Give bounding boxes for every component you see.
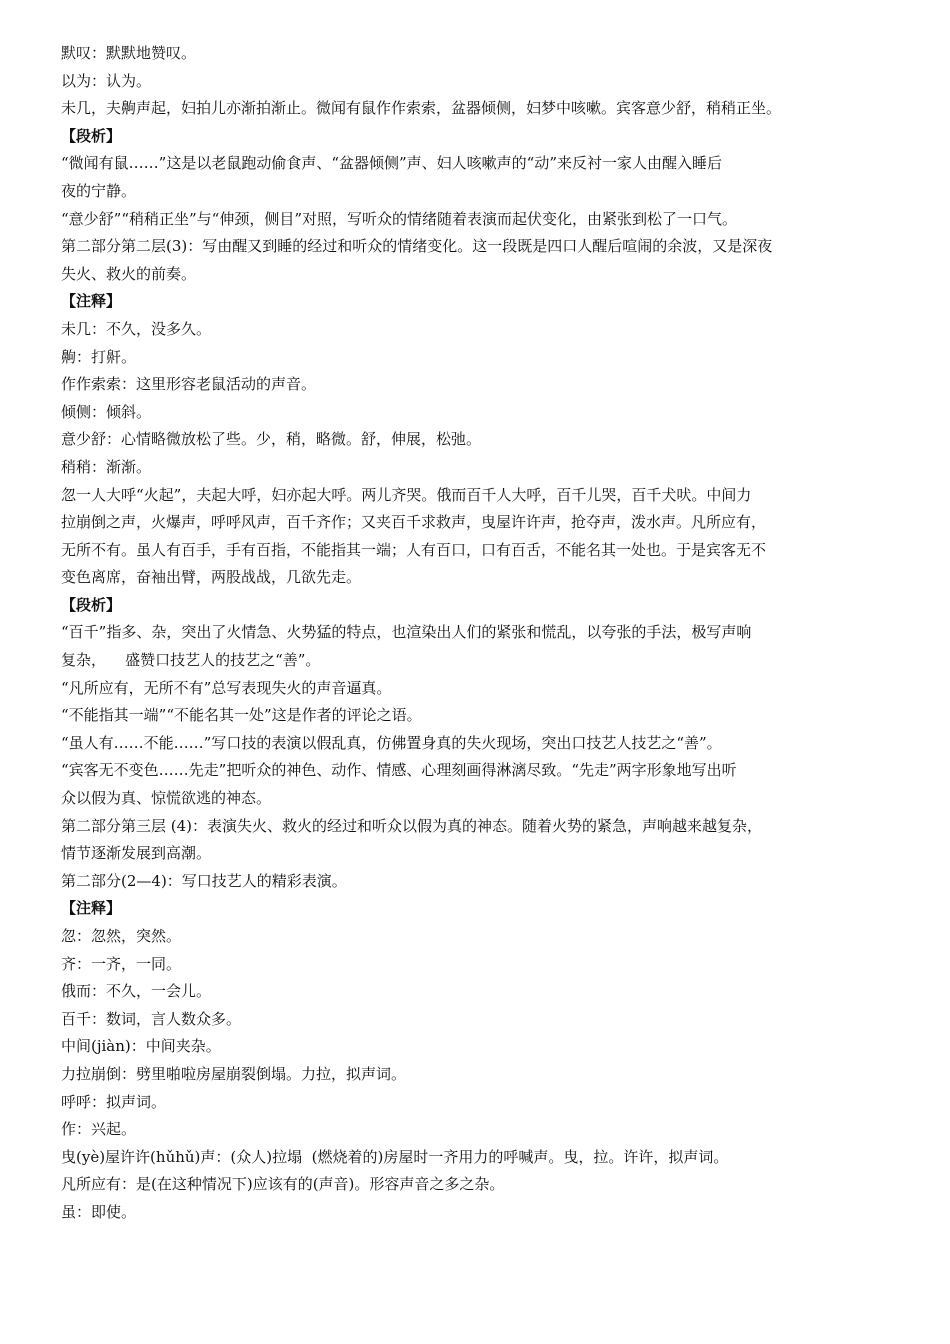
analysis-line: 第二部分第三层 (4)：表演失火、救火的经过和听众以假为真的神态。随着火势的紧急，声响越来越复杂， <box>61 816 763 835</box>
source-text-line: 变色离席，奋袖出臂，两股战战，几欲先走。 <box>61 568 362 587</box>
annotation-line: 默叹：默默地赞叹。 <box>61 44 197 62</box>
annotation-line: 百千：数词，言人数众多。 <box>61 1009 242 1028</box>
annotation-line: 忽：忽然，突然。 <box>61 927 182 945</box>
document-body <box>61 40 881 1227</box>
annotation-line: 作：兴起。 <box>61 1120 137 1139</box>
analysis-line: “宾客无不变色……先走”把听众的神色、动作、情感、心理刻画得淋漓尽致。“先走”两字形象地写出听 <box>61 761 737 780</box>
analysis-line: 失火、救火的前奏。 <box>61 264 197 283</box>
analysis-line: 复杂， 盛赞口技艺人的技艺之“善”。 <box>61 651 321 670</box>
annotation-line: 虽：即使。 <box>61 1202 137 1221</box>
annotation-line: 未几：不久，没多久。 <box>61 319 212 338</box>
analysis-line: 第二部分第二层(3)：写由醒又到睡的经过和听众的情绪变化。这一段既是四口人醒后喧闹的余波，又是深夜 <box>61 237 773 256</box>
annotation-line: 曳(yè)屋许许(hǔhǔ)声：(众人)拉塌 (燃烧着的)房屋时一齐用力的呼喊声。曳，拉。许许，拟声词。 <box>61 1147 729 1166</box>
annotation-line: 齁：打鼾。 <box>61 347 137 366</box>
annotation-line: 作作索索：这里形容老鼠活动的声音。 <box>61 375 317 394</box>
analysis-line: 情节逐渐发展到高潮。 <box>61 844 212 863</box>
annotation-line: 中间(jiàn)：中间夹杂。 <box>61 1037 221 1056</box>
source-text-line: 忽一人大呼“火起”，夫起大呼，妇亦起大呼。两儿齐哭。俄而百千人大呼，百千儿哭，百千犬吠。中间力 <box>61 485 752 504</box>
annotation-line: 力拉崩倒：劈里啪啦房屋崩裂倒塌。力拉，拟声词。 <box>61 1064 407 1083</box>
source-text-line: 无所不有。虽人有百手，手有百指，不能指其一端；人有百口，口有百舌，不能名其一处也。于是宾客无不 <box>61 540 767 559</box>
analysis-line: 第二部分(2—4)：写口技艺人的精彩表演。 <box>61 871 347 890</box>
annotation-line: 稍稍：渐渐。 <box>61 457 152 476</box>
analysis-line: “百千”指多、杂，突出了火情急、火势猛的特点，也渲染出人们的紧张和慌乱，以夸张的手法，极写声响 <box>61 623 752 642</box>
annotation-line: 齐：一齐，一同。 <box>61 954 182 973</box>
section-heading-notes: 【注释】 <box>61 292 122 311</box>
source-text-line: 拉崩倒之声，火爆声，呼呼风声，百千齐作；又夹百千求救声，曳屋许许声，抢夺声，泼水声。凡所应有， <box>61 513 767 532</box>
analysis-line: “微闻有鼠……”这是以老鼠跑动偷食声、“盆器倾侧”声、妇人咳嗽声的“动”来反衬一家人由醒入睡后 <box>61 154 723 173</box>
annotation-line: 意少舒：心情略微放松了些。少，稍，略微。舒，伸展，松弛。 <box>61 430 482 449</box>
analysis-line: “虽人有……不能……”写口技的表演以假乱真，仿佛置身真的失火现场，突出口技艺人技艺之“善”。 <box>61 733 722 752</box>
analysis-line: “凡所应有，无所不有”总写表现失火的声音逼真。 <box>61 678 392 697</box>
analysis-line: 众以假为真、惊慌欲逃的神态。 <box>61 789 272 808</box>
source-text-line: 未几，夫齁声起，妇拍儿亦渐拍渐止。微闻有鼠作作索索，盆器倾侧，妇梦中咳嗽。宾客意少舒，稍稍正坐。 <box>61 99 782 118</box>
section-heading-analysis: 【段析】 <box>61 595 122 614</box>
analysis-line: “不能指其一端”“不能名其一处”这是作者的评论之语。 <box>61 706 422 725</box>
annotation-line: 凡所应有：是(在这种情况下)应该有的(声音)。形容声音之多之杂。 <box>61 1175 505 1194</box>
section-heading-analysis: 【段析】 <box>61 126 122 145</box>
analysis-line: 夜的宁静。 <box>61 181 137 200</box>
annotation-line: 呼呼：拟声词。 <box>61 1092 167 1111</box>
annotation-line: 俄而：不久，一会儿。 <box>61 982 212 1001</box>
annotation-line: 以为：认为。 <box>61 71 152 90</box>
section-heading-notes: 【注释】 <box>61 899 122 918</box>
annotation-line: 倾侧：倾斜。 <box>61 402 152 421</box>
analysis-line: “意少舒”“稍稍正坐”与“伸颈，侧目”对照，写听众的情绪随着表演而起伏变化，由紧张到松了一口气。 <box>61 209 738 228</box>
